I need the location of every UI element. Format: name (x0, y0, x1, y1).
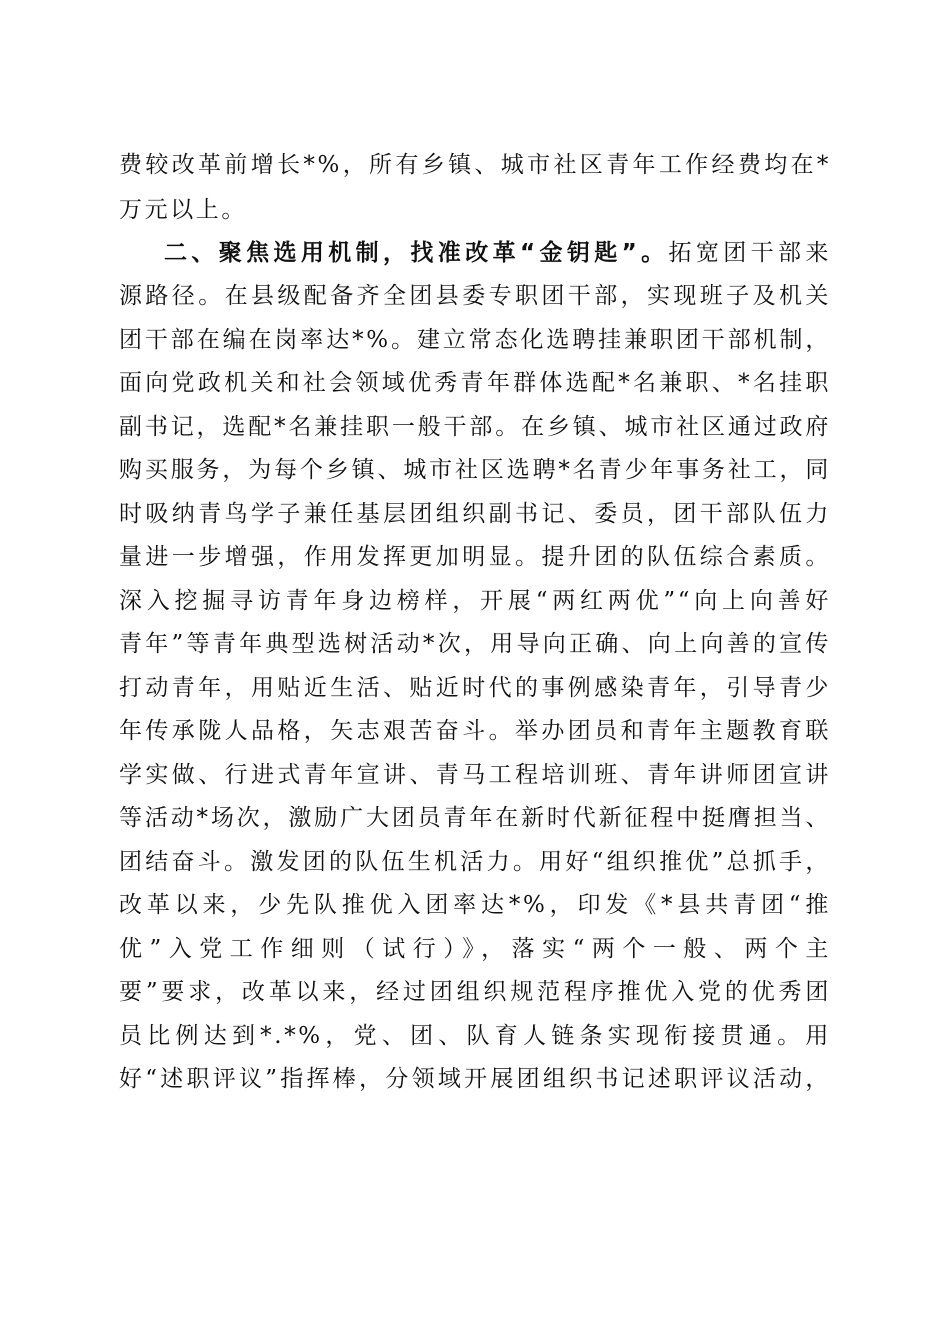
section-heading-line (164, 238, 831, 268)
text-line: 打动青年，用贴近生活、贴近时代的事例感染青年，引导青少 (119, 675, 831, 701)
text-line: 优”入党工作细则（试行）》，落实“两个一般、两个主 (119, 936, 831, 962)
text-line: 学实做、行进式青年宣讲、青马工程培训班、青年讲师团宣讲 (119, 762, 831, 788)
text-line: 费较改革前增长*%，所有乡镇、城市社区青年工作经费均在* (119, 152, 831, 178)
text-line: 量进一步增强，作用发挥更加明显。提升团的队伍综合素质。 (119, 544, 831, 570)
text-line: 青年”等青年典型选树活动*次，用导向正确、向上向善的宣传 (119, 631, 831, 657)
text-line: 要”要求，改革以来，经过团组织规范程序推优入党的优秀团 (119, 979, 831, 1005)
text-line: 购买服务，为每个乡镇、城市社区选聘*名青少年事务社工，同 (119, 457, 831, 483)
text-line: 时吸纳青鸟学子兼任基层团组织副书记、委员，团干部队伍力 (119, 501, 831, 527)
text-line: 源路径。在县级配备齐全团县委专职团干部，实现班子及机关 (119, 283, 831, 309)
text-line: 深入挖掘寻访青年身边榜样，开展“两红两优”“向上向善好 (119, 588, 831, 614)
text-line: 团干部在编在岗率达*%。建立常态化选聘挂兼职团干部机制， (119, 327, 831, 353)
text-line: 员比例达到*.*%，党、团、队育人链条实现衔接贯通。用 (119, 1023, 831, 1049)
text-line: 面向党政机关和社会领域优秀青年群体选配*名兼职、*名挂职 (119, 370, 831, 396)
text-line: 团结奋斗。激发团的队伍生机活力。用好“组织推优”总抓手， (119, 849, 831, 875)
text-line: 年传承陇人品格，矢志艰苦奋斗。举办团员和青年主题教育联 (119, 718, 831, 744)
text-line: 等活动*场次，激励广大团员青年在新时代新征程中挺膺担当、 (119, 805, 831, 831)
text-line: 万元以上。 (119, 197, 247, 223)
section-heading: 二、聚焦选用机制，找准改革“金钥匙”。 (164, 240, 669, 266)
text-line: 副书记，选配*名兼挂职一般干部。在乡镇、城市社区通过政府 (119, 414, 831, 440)
text-line: 好“述职评议”指挥棒，分领域开展团组织书记述职评议活动， (119, 1066, 831, 1092)
text-line: 改革以来，少先队推优入团率达*%，印发《*县共青团“推 (119, 892, 831, 918)
section-heading-rest: 拓宽团干部来 (668, 240, 831, 266)
